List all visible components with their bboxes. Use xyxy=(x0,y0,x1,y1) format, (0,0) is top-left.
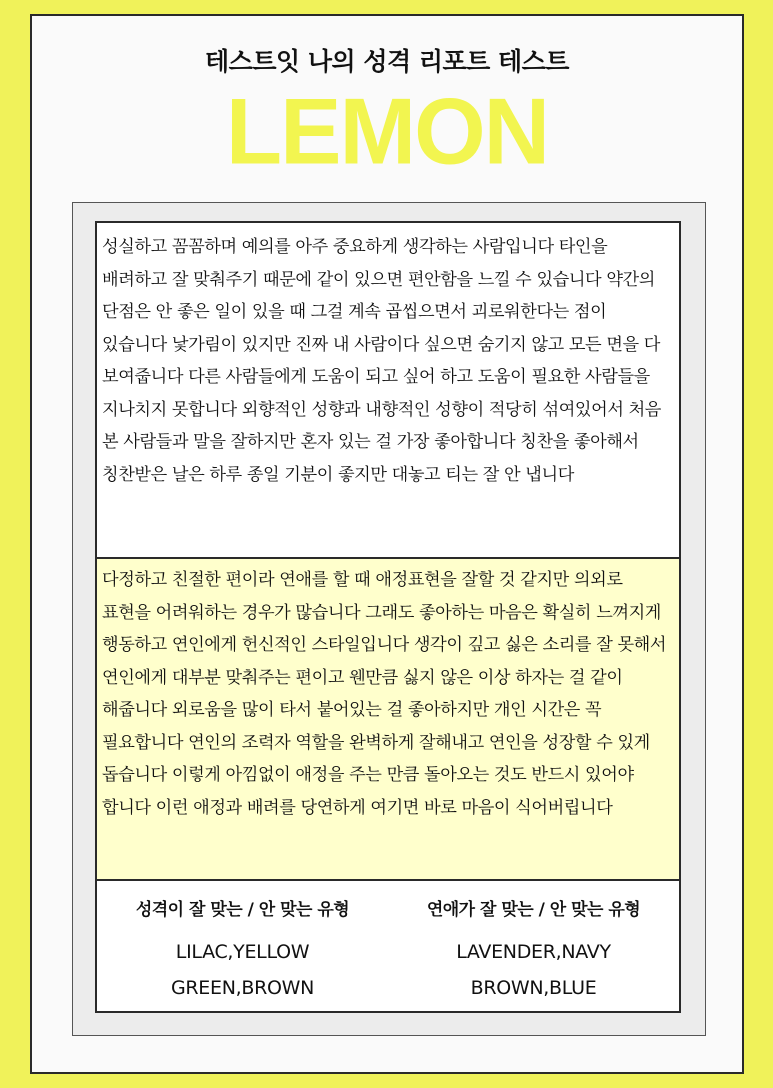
personality-match-heading: 성격이 잘 맞는 / 안 맞는 유형 xyxy=(135,900,350,920)
report-panel xyxy=(72,202,706,1036)
personality-match-column xyxy=(97,895,388,1011)
report-card xyxy=(30,14,744,1074)
type-name: LEMON xyxy=(225,79,549,185)
personality-good-match: LILAC,YELLOW xyxy=(175,941,310,963)
page-title: 테스트잇 나의 성격 리포트 테스트 xyxy=(205,47,569,76)
love-bad-match: BROWN,BLUE xyxy=(470,977,597,999)
love-good-match: LAVENDER,NAVY xyxy=(456,941,611,963)
love-match-heading: 연애가 잘 맞는 / 안 맞는 유형 xyxy=(426,900,641,920)
match-table xyxy=(97,881,679,1011)
report-content xyxy=(95,221,681,1013)
personality-bad-match: GREEN,BROWN xyxy=(170,977,315,999)
love-description: 다정하고 친절한 편이라 연애를 할 때 애정표현을 잘할 것 같지만 의외로 표현을 어려워하는 경우가 많습니다 그래도 좋아하는 마음은 확실히 느껴지게 행동하고 연인에게 헌신적인 스타일입니다 생각이 깊고 싫은 소리를 잘 못해서 연인에게 대부분 맞춰주는 편이고 웬만큼 싫지 않은 이상 하자는 걸 같이 해줍니다 외로움을 많이 타서 붙어있는 걸 좋아하지만 개인 시간은 꼭 필요합니다 연인의 조력자 역할을 완벽하게 잘해내고 연인을 성장할 수 있게 돕습니다 이렇게 아낌없이 애정을 주는 만큼 돌아오는 것도 반드시 있어야 합니다 이런 애정과 배려를 당연하게 여기면 바로 마음이 식어버립니다 xyxy=(97,559,679,881)
love-match-column xyxy=(388,895,679,1011)
personality-description: 성실하고 꼼꼼하며 예의를 아주 중요하게 생각하는 사람입니다 타인을 배려하고 잘 맞춰주기 때문에 같이 있으면 편안함을 느낄 수 있습니다 약간의 단점은 안 좋은 일이 있을 때 그걸 계속 곱씹으면서 괴로워한다는 점이 있습니다 낯가림이 있지만 진짜 내 사람이다 싶으면 숨기지 않고 모든 면을 다 보여줍니다 다른 사람들에게 도움이 되고 싶어 하고 도움이 필요한 사람들을 지나치지 못합니다 외향적인 성향과 내향적인 성향이 적당히 섞여있어서 처음 본 사람들과 말을 잘하지만 혼자 있는 걸 가장 좋아합니다 칭찬을 좋아해서 칭찬받은 날은 하루 종일 기분이 좋지만 대놓고 티는 잘 안 냅니다 xyxy=(97,223,679,559)
